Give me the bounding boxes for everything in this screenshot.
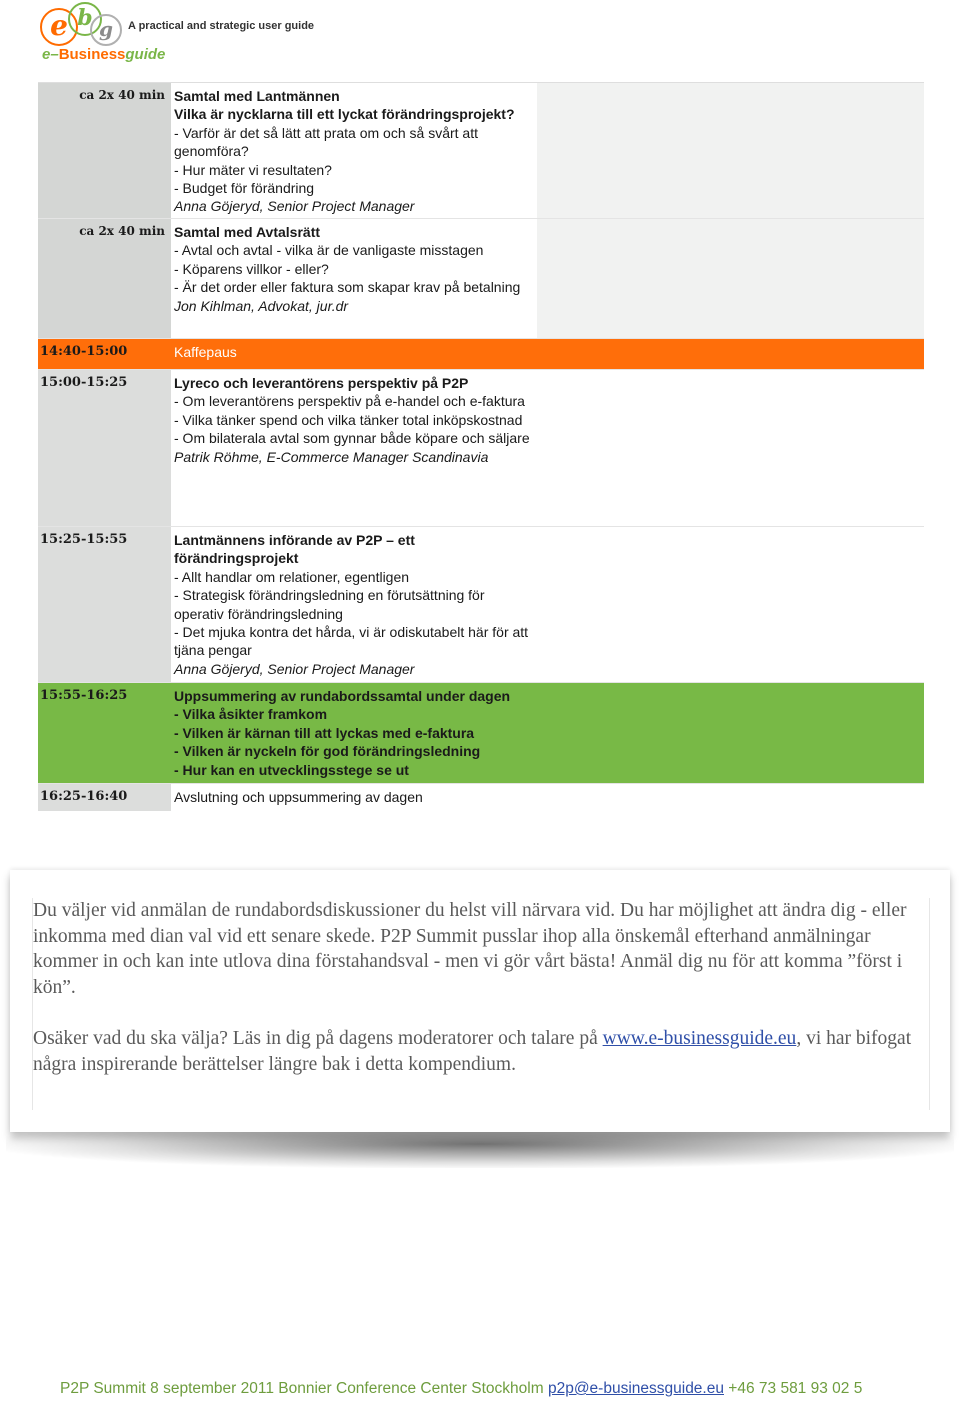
- agenda-row-extension: [537, 339, 924, 369]
- ebg-logo: [38, 2, 338, 68]
- agenda-time: ca 2x 40 min: [38, 219, 171, 338]
- session-title: Samtal med Avtalsrätt: [174, 224, 321, 240]
- session-point: - Varför är det så lätt att prata om och så svårt att genomföra?: [174, 124, 478, 160]
- info-box: [10, 870, 950, 1132]
- agenda-row-extension: [537, 219, 924, 338]
- brand-word-business: Business: [58, 46, 126, 63]
- agenda-time: ca 2x 40 min: [38, 83, 171, 218]
- info-paragraph-read-more: [33, 1026, 929, 1077]
- logo-tagline: A practical and strategic user guide: [128, 20, 315, 32]
- session-point: - Vilka tänker spend och vilka tänker total inköpskostnad: [174, 411, 523, 428]
- page-footer: [60, 1380, 862, 1398]
- agenda-row-lantmannen-p2p: [38, 527, 924, 683]
- agenda-row-extension: [537, 527, 924, 682]
- logo-letter-g: g: [90, 14, 122, 46]
- agenda-row-extension: [537, 683, 924, 783]
- agenda-row-summary-roundtables: [38, 683, 924, 784]
- info-text-before-link: Osäker vad du ska välja? Läs in dig på dagens moderatorer och talare på: [33, 1028, 603, 1049]
- session-point: - Vilken är kärnan till att lyckas med e-faktura: [174, 724, 475, 741]
- agenda-row-extension: [537, 784, 924, 811]
- agenda-time: 16:25-16:40: [38, 784, 171, 811]
- session-title: Samtal med Lantmännen: [174, 88, 340, 104]
- footer-phone: +46 73 581 93 02: [728, 1380, 850, 1397]
- session-point: - Budget för förändring: [174, 180, 315, 197]
- website-link[interactable]: www.e-businessguide.eu: [602, 1028, 797, 1049]
- session-title: Uppsummering av rundabordssamtal under dagen: [174, 688, 511, 704]
- session-point: - Det mjuka kontra det hårda, vi är odiskutabelt här för att tjäna pengar: [174, 624, 529, 659]
- info-text-after-link: , vi har bifogat några inspirerande berättelser längre bak i detta kompendium.: [33, 1028, 912, 1075]
- session-subtitle: Vilka är nycklarna till ett lyckat förändringsprojekt?: [174, 106, 515, 123]
- agenda-row-avtalsratt-talk: [38, 219, 924, 339]
- session-title: Lyreco och leverantörens perspektiv på P2P: [174, 375, 469, 391]
- session-point: - Om leverantörens perspektiv på e-handel och e-faktura: [174, 393, 525, 410]
- session-speaker: Anna Göjeryd, Senior Project Manager: [174, 660, 415, 677]
- session-speaker: Jon Kihlman, Advokat, jur.dr: [174, 297, 349, 314]
- session-point: - Allt handlar om relationer, egentligen: [174, 568, 410, 585]
- agenda-content: [171, 527, 537, 682]
- info-box-text: [32, 898, 930, 1110]
- session-point: - Vilken är nyckeln för god förändringsledning: [174, 743, 481, 760]
- page-number: 5: [853, 1380, 863, 1397]
- session-point: - Om bilaterala avtal som gynnar både köpare och säljare: [174, 430, 530, 447]
- logo-brand: [42, 46, 165, 63]
- agenda-table: [38, 83, 924, 811]
- agenda-row-extension: [537, 370, 924, 526]
- agenda-content: [171, 370, 537, 526]
- agenda-row-closing: [38, 784, 924, 811]
- brand-word-guide: guide: [125, 46, 166, 63]
- agenda-row-extension: [537, 83, 924, 218]
- info-paragraph-roundtables: Du väljer vid anmälan de rundabordsdiskussioner du helst vill närvara vid. Du har möjlighet att ändra dig - eller inkomma med dian val vid ett senare skede. P2P Summit pusslar ihop alla önskemål efterhand anmälningar kommer in och kan inte utlova dina förstahandsval - men vi gör vårt bästa! Anmäl dig nu för att komma ”först i kön”.: [33, 900, 907, 998]
- agenda-row-lantmannen-talk: [38, 83, 924, 219]
- session-point: - Köparens villkor - eller?: [174, 260, 329, 277]
- agenda-row-lyreco: [38, 370, 924, 527]
- agenda-content: [171, 219, 537, 338]
- agenda-row-coffee-break: [38, 339, 924, 370]
- session-point: - Strategisk förändringsledning en förutsättning för operativ förändringsledning: [174, 587, 485, 622]
- agenda-content: [171, 683, 537, 783]
- agenda-time: 15:25-15:55: [38, 527, 171, 682]
- agenda-time: 15:55-16:25: [38, 683, 171, 783]
- agenda-content: [171, 83, 537, 218]
- session-speaker: Anna Göjeryd, Senior Project Manager: [174, 198, 415, 215]
- agenda-content: Kaffepaus: [171, 339, 537, 369]
- session-point: - Vilka åsikter framkom: [174, 706, 328, 723]
- agenda-content: Avslutning och uppsummering av dagen: [174, 789, 423, 805]
- session-title: Lantmännens införande av P2P – ett förändringsprojekt: [174, 532, 415, 567]
- agenda-time: 15:00-15:25: [38, 370, 171, 526]
- session-point: - Hur mäter vi resultaten?: [174, 161, 332, 178]
- footer-event-info: P2P Summit 8 september 2011 Bonnier Conference Center Stockholm: [60, 1380, 544, 1397]
- logo-letter-b: b: [68, 2, 102, 36]
- session-point: - Avtal och avtal - vilka är de vanligaste misstagen: [174, 242, 484, 259]
- session-point: - Hur kan en utvecklingsstege se ut: [174, 761, 409, 778]
- logo-letter-e: e: [40, 8, 78, 46]
- agenda-time: 14:40-15:00: [38, 339, 171, 369]
- brand-prefix: e–: [42, 46, 59, 63]
- session-point: - Är det order eller faktura som skapar krav på betalning: [174, 279, 521, 296]
- footer-email-link[interactable]: p2p@e-businessguide.eu: [547, 1380, 724, 1397]
- session-speaker: Patrik Röhme, E-Commerce Manager Scandinavia: [174, 448, 489, 465]
